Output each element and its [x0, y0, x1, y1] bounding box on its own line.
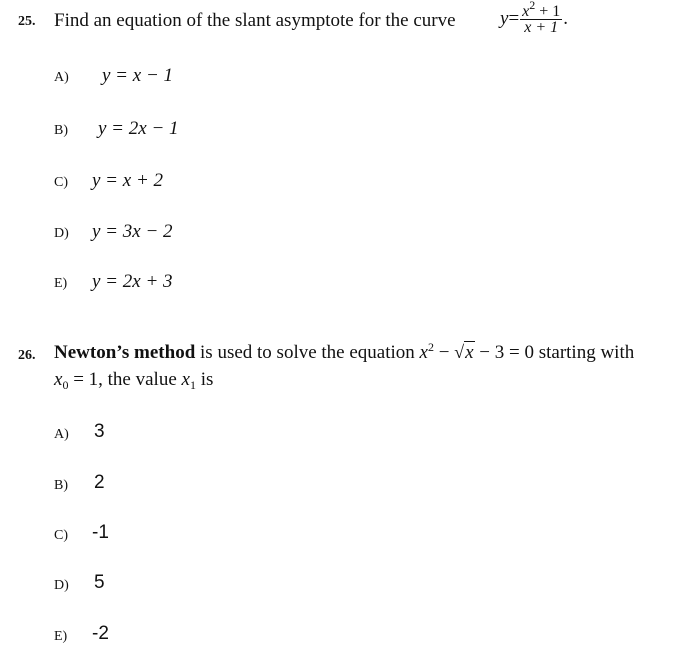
x1-var: x: [181, 369, 190, 390]
question-number: 26.: [18, 348, 36, 363]
option-label: D): [54, 226, 69, 241]
option-value: -1: [92, 522, 109, 543]
fraction-denominator: x + 1: [520, 19, 562, 35]
option-label: E): [54, 629, 68, 644]
question-text: the value: [102, 369, 182, 390]
equation-end-punct: .: [563, 7, 569, 29]
equation-exponent: 2: [427, 340, 434, 354]
question-equation: [500, 0, 569, 36]
q26-option-b[interactable]: [54, 472, 105, 494]
option-value: y = 2x + 3: [92, 271, 173, 292]
option-label: B): [54, 123, 68, 138]
option-value: y = 3x − 2: [92, 221, 173, 242]
option-label: D): [54, 578, 69, 593]
sqrt-argument: x: [465, 342, 474, 363]
question-number: 25.: [18, 14, 36, 29]
option-label: C): [54, 528, 68, 543]
equation-fraction: [520, 0, 562, 36]
question-line-2: [54, 369, 213, 391]
option-value: -2: [92, 623, 109, 644]
equation-sign: =: [508, 7, 520, 29]
equation-rest: − 3 = 0: [474, 342, 534, 363]
fraction-numerator-var: x: [522, 3, 530, 20]
q25-option-e[interactable]: [54, 271, 173, 292]
option-value: 3: [94, 421, 105, 442]
q25-option-b[interactable]: [54, 118, 179, 139]
question-line-1: [54, 342, 634, 364]
x0-subscript: 0: [62, 378, 69, 392]
equation-var: x: [419, 342, 428, 363]
x1-subscript: 1: [189, 378, 196, 392]
option-value: 2: [94, 472, 105, 493]
option-value: y = x − 1: [102, 65, 174, 86]
q26-option-c[interactable]: [54, 522, 109, 544]
x0-value: = 1,: [68, 369, 103, 390]
question-text: starting with: [533, 342, 635, 363]
question-text: Find an equation of the slant asymptote for the curve: [54, 10, 456, 31]
q26-option-e[interactable]: [54, 623, 109, 645]
question-bold-text: Newton’s method: [54, 342, 196, 363]
question-text: is used to solve the equation: [195, 342, 420, 363]
question-text: is: [195, 369, 214, 390]
option-value: y = x + 2: [92, 170, 164, 191]
option-label: C): [54, 175, 68, 190]
option-label: E): [54, 276, 68, 291]
q25-option-c[interactable]: [54, 170, 164, 191]
option-label: A): [54, 427, 69, 442]
question-26: [18, 342, 688, 398]
equation-minus: −: [433, 342, 455, 363]
sqrt-symbol: √x: [454, 342, 474, 363]
q26-option-d[interactable]: [54, 572, 105, 594]
option-label: B): [54, 478, 68, 493]
x0-var: x: [54, 369, 63, 390]
option-label: A): [54, 70, 69, 85]
q25-option-d[interactable]: [54, 221, 173, 242]
fraction-numerator-rest: + 1: [535, 3, 561, 20]
equation-lhs: y: [500, 7, 509, 29]
option-value: 5: [94, 572, 105, 593]
q26-option-a[interactable]: [54, 421, 105, 443]
q25-option-a[interactable]: [54, 65, 174, 86]
option-value: y = 2x − 1: [98, 118, 179, 139]
fraction-numerator-exponent: 2: [529, 0, 536, 12]
